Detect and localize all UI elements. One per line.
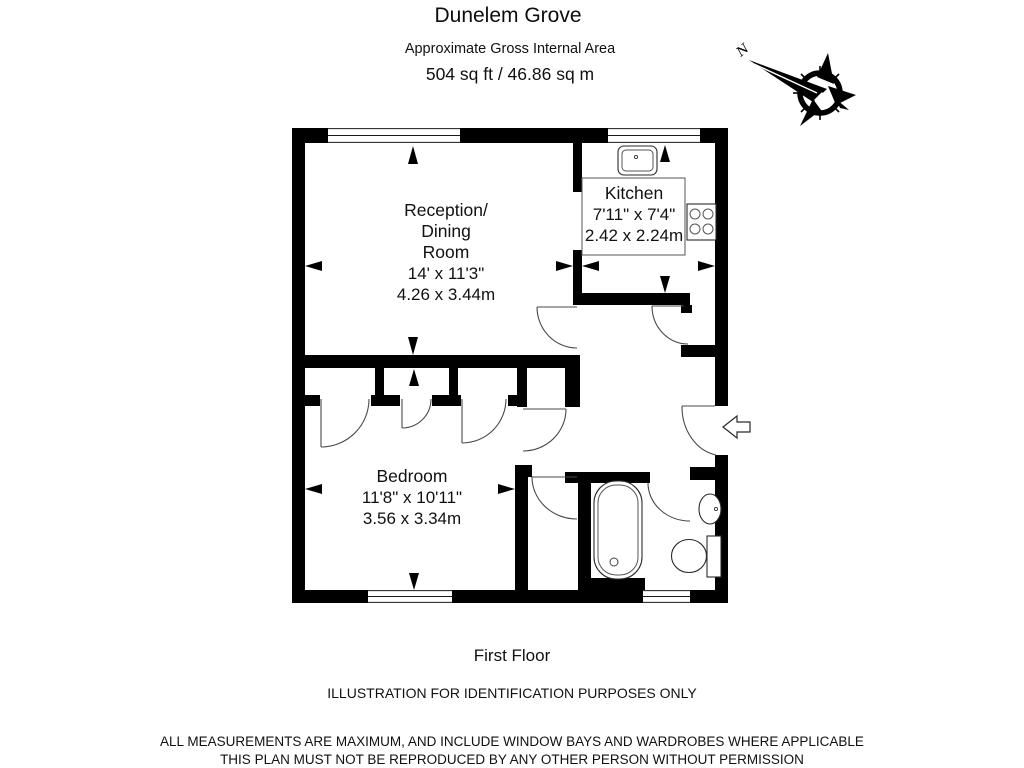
disclaimer-identification: ILLUSTRATION FOR IDENTIFICATION PURPOSES ONLY — [327, 685, 697, 701]
compass-rose-icon — [733, 41, 856, 126]
reception-name-line3: Room — [422, 242, 470, 262]
wash-basin — [699, 494, 721, 524]
kitchen-label — [585, 183, 683, 245]
bathtub — [594, 481, 642, 579]
bathroom-fixtures — [594, 481, 721, 579]
bedroom-door — [523, 409, 566, 451]
bathroom-window — [643, 590, 690, 603]
bedroom-label — [362, 466, 462, 528]
toilet — [672, 536, 722, 577]
reception-dims-imperial: 14' x 11'3" — [407, 264, 485, 283]
hob — [687, 204, 716, 240]
reception-window — [328, 128, 460, 143]
reception-dims-metric: 4.26 x 3.44m — [396, 285, 496, 304]
subtitle-gross-internal-area: Approximate Gross Internal Area — [404, 41, 616, 57]
bedroom-window — [368, 590, 452, 603]
kitchen-dims-metric: 2.42 x 2.24m — [584, 226, 684, 245]
area-value: 504 sq ft / 46.86 sq m — [425, 64, 595, 84]
entrance-door — [682, 406, 716, 455]
wardrobe-door-2 — [402, 399, 431, 428]
reception-label — [397, 200, 495, 304]
disclaimer-measurements: ALL MEASUREMENTS ARE MAXIMUM, AND INCLUDE WINDOW BAYS AND WARDROBES WHERE APPLICABLE — [160, 734, 864, 749]
page-title: Dunelem Grove — [434, 4, 582, 27]
kitchen-dims-imperial: 7'11" x 7'4" — [592, 205, 676, 224]
reception-door — [537, 307, 577, 348]
bedroom-dims-imperial: 11'8" x 10'11" — [361, 488, 463, 507]
wardrobe-door-3 — [462, 399, 506, 443]
disclaimer-reproduction: THIS PLAN MUST NOT BE REPRODUCED BY ANY OTHER PERSON WITHOUT PERMISSION — [220, 752, 804, 767]
reception-name-line2: Dining — [421, 221, 471, 241]
entrance-arrow-icon — [723, 416, 750, 438]
bathroom-door — [648, 483, 690, 521]
floor-label: First Floor — [473, 646, 551, 665]
reception-name-line1: Reception/ — [404, 200, 488, 220]
bedroom-name: Bedroom — [376, 466, 448, 486]
compass-north-label: N — [733, 41, 753, 61]
kitchen-sink — [618, 146, 657, 175]
wardrobe-door-1 — [321, 399, 369, 447]
bedroom-dims-metric: 3.56 x 3.34m — [362, 509, 462, 528]
cupboard-door — [532, 477, 577, 519]
kitchen-name: Kitchen — [604, 183, 664, 203]
kitchen-window — [608, 128, 700, 143]
